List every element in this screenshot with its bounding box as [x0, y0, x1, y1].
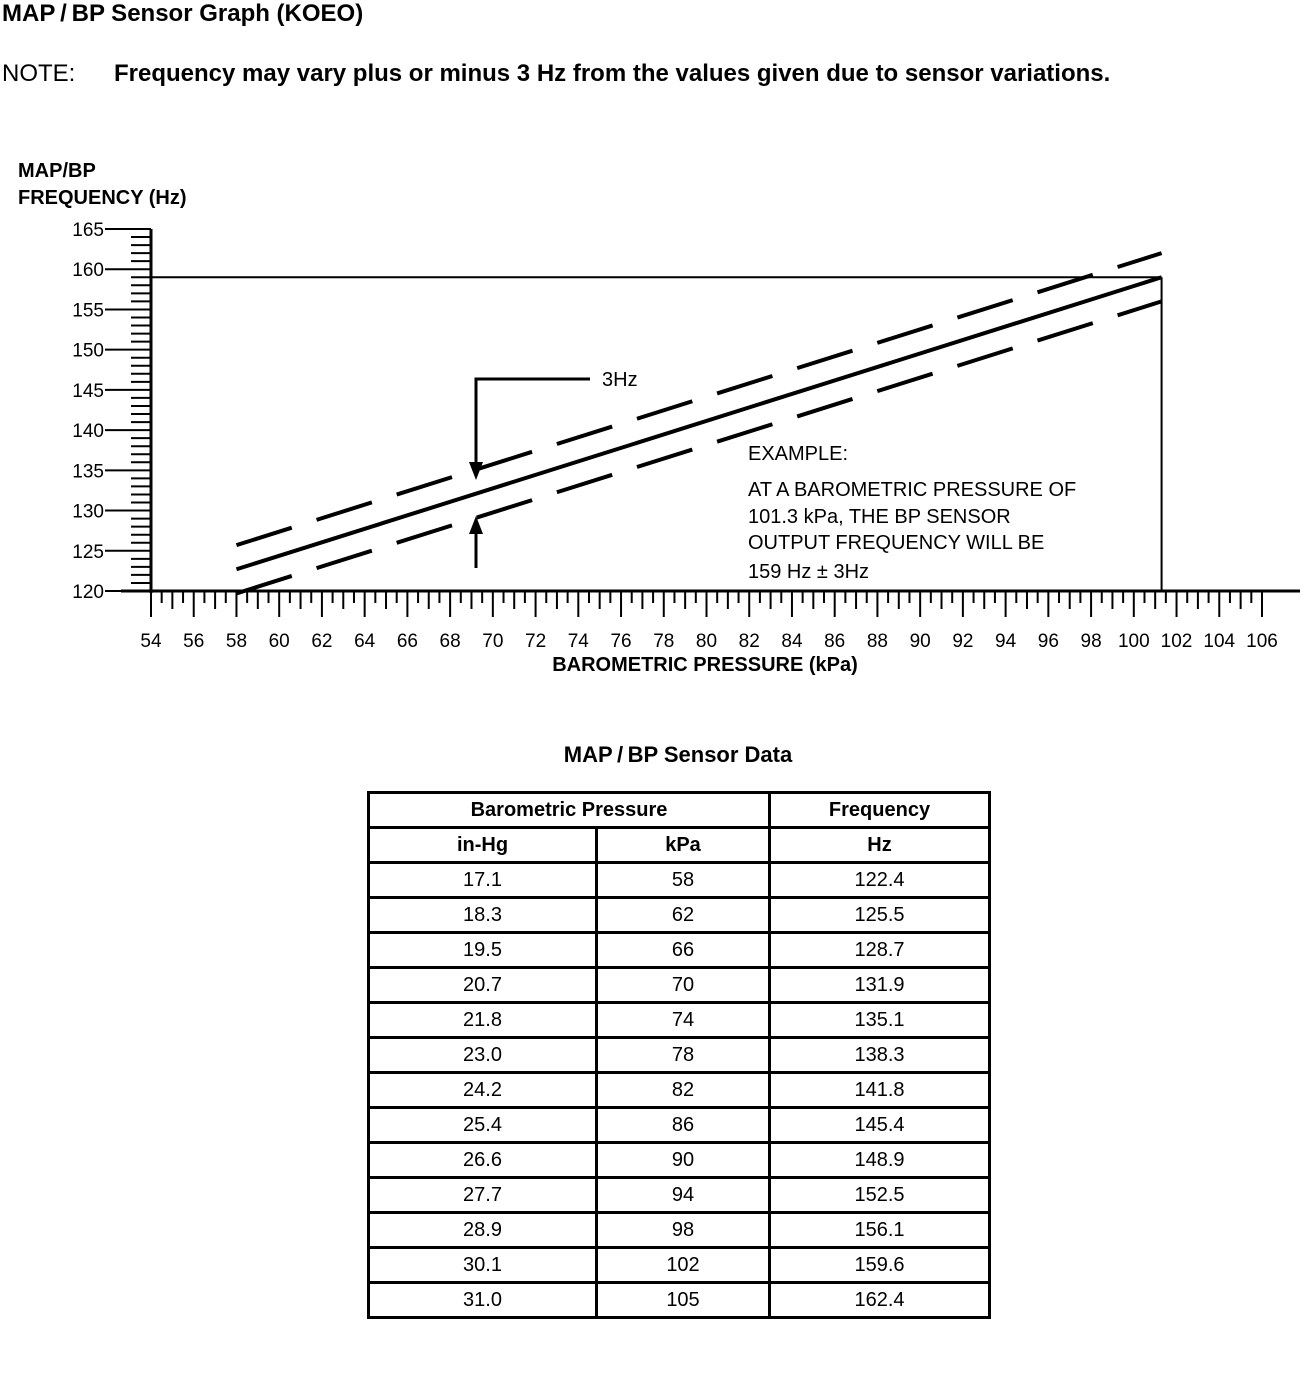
- cell-kpa: 90: [597, 1143, 770, 1178]
- x-tick-label: 74: [567, 631, 589, 652]
- example-text: 101.3 kPa, THE BP SENSOR: [748, 506, 1011, 528]
- x-tick-label: 96: [1037, 631, 1059, 652]
- x-tick-label: 68: [439, 631, 461, 652]
- y-tick-label: 125: [72, 541, 104, 563]
- cell-hz: 125.5: [770, 898, 990, 933]
- cell-kpa: 86: [597, 1108, 770, 1143]
- x-tick-label: 54: [140, 631, 162, 652]
- cell-kpa: 74: [597, 1003, 770, 1038]
- y-tick-label: 135: [72, 461, 104, 483]
- note-text: Frequency may vary plus or minus 3 Hz from the values given due to sensor variations.: [114, 60, 1111, 87]
- table-row: [369, 863, 990, 898]
- cell-kpa: 62: [597, 898, 770, 933]
- cell-in-hg: 25.4: [369, 1108, 597, 1143]
- header-barometric-pressure: Barometric Pressure: [369, 793, 770, 828]
- y-axis-label: FREQUENCY (Hz): [18, 187, 187, 209]
- table-row: [369, 1108, 990, 1143]
- cell-hz: 131.9: [770, 968, 990, 1003]
- arrow-down-icon: [469, 462, 483, 480]
- cell-in-hg: 30.1: [369, 1248, 597, 1283]
- x-tick-label: 76: [610, 631, 632, 652]
- cell-in-hg: 17.1: [369, 863, 597, 898]
- cell-in-hg: 23.0: [369, 1038, 597, 1073]
- y-tick-label: 150: [72, 340, 104, 362]
- table-row: [369, 1283, 990, 1318]
- cell-hz: 159.6: [770, 1248, 990, 1283]
- table-row: [369, 933, 990, 968]
- y-tick-label: 120: [72, 582, 104, 603]
- x-tick-label: 66: [396, 631, 418, 652]
- header-kpa: kPa: [597, 828, 770, 863]
- arrow-up-icon: [469, 516, 483, 534]
- example-text: 159 Hz ± 3Hz: [748, 561, 870, 583]
- cell-kpa: 105: [597, 1283, 770, 1318]
- y-tick-label: 160: [72, 260, 104, 282]
- x-tick-label: 72: [525, 631, 547, 652]
- note: [2, 60, 1110, 88]
- cell-hz: 148.9: [770, 1143, 990, 1178]
- table-row: [369, 968, 990, 1003]
- cell-kpa: 66: [597, 933, 770, 968]
- cell-in-hg: 28.9: [369, 1213, 597, 1248]
- x-tick-label: 106: [1246, 631, 1278, 652]
- table-row: [369, 1248, 990, 1283]
- cell-hz: 162.4: [770, 1283, 990, 1318]
- header-frequency: Frequency: [770, 793, 990, 828]
- cell-in-hg: 18.3: [369, 898, 597, 933]
- x-tick-label: 62: [311, 631, 333, 652]
- y-tick-label: 140: [72, 421, 104, 443]
- x-tick-label: 104: [1203, 631, 1236, 652]
- cell-kpa: 94: [597, 1178, 770, 1213]
- table-header-units-row: [369, 828, 990, 863]
- table-row: [369, 1143, 990, 1178]
- cell-kpa: 102: [597, 1248, 770, 1283]
- x-tick-label: 86: [824, 631, 846, 652]
- header-hz: Hz: [770, 828, 990, 863]
- cell-hz: 145.4: [770, 1108, 990, 1143]
- cell-in-hg: 19.5: [369, 933, 597, 968]
- table-row: [369, 898, 990, 933]
- x-tick-label: 60: [268, 631, 290, 652]
- y-tick-label: 155: [72, 300, 104, 322]
- table-header-group-row: [369, 793, 990, 828]
- x-tick-label: 58: [225, 631, 248, 652]
- table-body: [369, 863, 990, 1318]
- x-tick-label: 98: [1080, 631, 1102, 652]
- cell-in-hg: 31.0: [369, 1283, 597, 1318]
- x-tick-label: 94: [995, 631, 1017, 652]
- example-text: AT A BAROMETRIC PRESSURE OF: [748, 479, 1077, 501]
- cell-hz: 152.5: [770, 1178, 990, 1213]
- x-axis-label: BAROMETRIC PRESSURE (kPa): [552, 654, 858, 676]
- table-row: [369, 1073, 990, 1108]
- cell-hz: 122.4: [770, 863, 990, 898]
- cell-hz: 135.1: [770, 1003, 990, 1038]
- table-row: [369, 1003, 990, 1038]
- x-tick-label: 92: [952, 631, 974, 652]
- x-tick-label: 80: [695, 631, 718, 652]
- cell-kpa: 78: [597, 1038, 770, 1073]
- x-tick-label: 100: [1117, 631, 1150, 652]
- example-text: EXAMPLE:: [748, 443, 849, 465]
- nominal-line: [236, 277, 1161, 569]
- x-tick-label: 64: [354, 631, 376, 652]
- x-tick-label: 70: [482, 631, 504, 652]
- header-in-hg: in-Hg: [369, 828, 597, 863]
- y-axis-label: MAP/BP: [18, 160, 96, 182]
- cell-hz: 156.1: [770, 1213, 990, 1248]
- cell-in-hg: 27.7: [369, 1178, 597, 1213]
- x-tick-label: 56: [183, 631, 205, 652]
- page-title: MAP / BP Sensor Graph (KOEO): [2, 0, 364, 27]
- tolerance-line: [236, 253, 1161, 545]
- x-tick-label: 88: [866, 631, 888, 652]
- cell-in-hg: 21.8: [369, 1003, 597, 1038]
- cell-kpa: 98: [597, 1213, 770, 1248]
- example-text: OUTPUT FREQUENCY WILL BE: [748, 532, 1045, 554]
- x-tick-label: 84: [781, 631, 803, 652]
- cell-hz: 141.8: [770, 1073, 990, 1108]
- tolerance-label: 3Hz: [602, 369, 638, 391]
- x-tick-label: 82: [738, 631, 760, 652]
- table-row: [369, 1038, 990, 1073]
- table-title: MAP / BP Sensor Data: [563, 742, 793, 767]
- cell-hz: 138.3: [770, 1038, 990, 1073]
- note-label: NOTE:: [2, 60, 76, 87]
- cell-kpa: 70: [597, 968, 770, 1003]
- table-row: [369, 1178, 990, 1213]
- y-tick-label: 165: [72, 220, 104, 241]
- cell-in-hg: 26.6: [369, 1143, 597, 1178]
- x-tick-label: 90: [909, 631, 931, 652]
- x-tick-label: 102: [1160, 631, 1193, 652]
- cell-in-hg: 20.7: [369, 968, 597, 1003]
- sensor-graph: [0, 150, 1312, 690]
- cell-kpa: 82: [597, 1073, 770, 1108]
- x-tick-label: 78: [653, 631, 675, 652]
- y-tick-label: 145: [72, 380, 104, 402]
- tolerance-callout-leader: [476, 379, 590, 462]
- cell-hz: 128.7: [770, 933, 990, 968]
- cell-kpa: 58: [597, 863, 770, 898]
- sensor-data-table: [367, 791, 991, 1319]
- y-tick-label: 130: [72, 501, 104, 523]
- table-row: [369, 1213, 990, 1248]
- cell-in-hg: 24.2: [369, 1073, 597, 1108]
